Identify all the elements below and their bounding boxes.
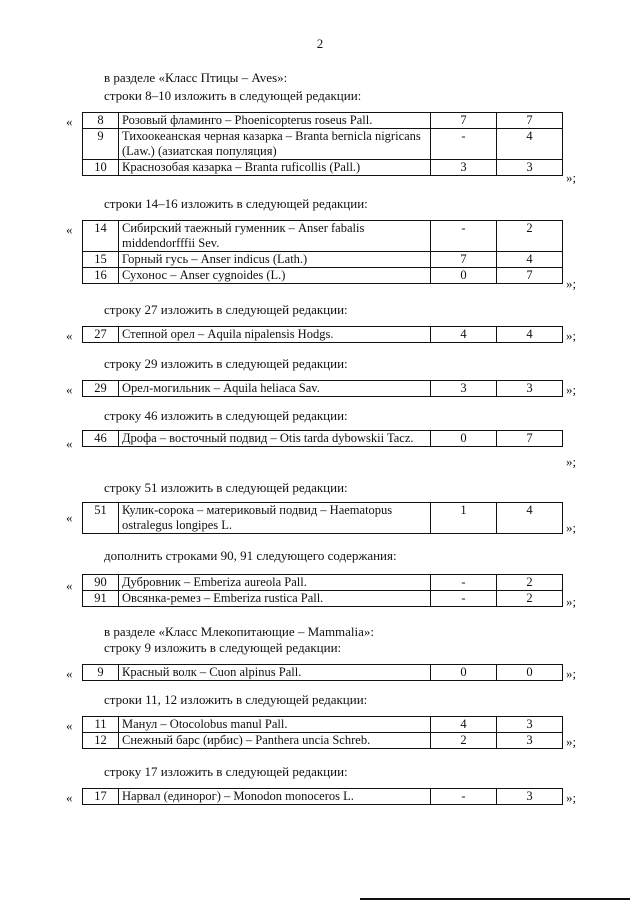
value-a: 7 — [431, 252, 497, 268]
instruction: строку 51 изложить в следующей редакции: — [104, 480, 348, 495]
open-quote: « — [66, 436, 73, 451]
value-b: 4 — [497, 252, 563, 268]
value-a: 4 — [431, 327, 497, 343]
section-title-mammals: в разделе «Класс Млекопитающие – Mammalia»: — [104, 624, 375, 639]
row-number: 8 — [83, 113, 119, 129]
instruction: строки 8–10 изложить в следующей редакции: — [104, 88, 362, 103]
row-number: 51 — [83, 503, 119, 534]
row-number: 9 — [83, 665, 119, 681]
species-name: Розовый фламинго – Phoenicopterus roseus Pall. — [119, 113, 431, 129]
species-name: Дубровник – Emberiza aureola Pall. — [119, 575, 431, 591]
row-number: 91 — [83, 591, 119, 607]
value-b: 4 — [497, 503, 563, 534]
table-row — [83, 503, 563, 534]
row-number: 9 — [83, 129, 119, 160]
value-b: 2 — [497, 591, 563, 607]
value-a: 4 — [431, 717, 497, 733]
row-number: 10 — [83, 160, 119, 176]
value-b: 3 — [497, 733, 563, 749]
species-name: Сухонос – Anser cygnoides (L.) — [119, 268, 431, 284]
species-name: Горный гусь – Anser indicus (Lath.) — [119, 252, 431, 268]
amendment-table — [82, 574, 563, 607]
table-row — [83, 268, 563, 284]
table-row — [83, 381, 563, 397]
value-b: 3 — [497, 789, 563, 805]
open-quote: « — [66, 328, 73, 343]
close-quote: »; — [566, 276, 577, 291]
close-quote: »; — [566, 594, 577, 609]
value-b: 7 — [497, 113, 563, 129]
value-a: - — [431, 591, 497, 607]
table-row — [83, 160, 563, 176]
value-a: 3 — [431, 160, 497, 176]
table-row — [83, 717, 563, 733]
value-a: 0 — [431, 268, 497, 284]
value-b: 7 — [497, 431, 563, 447]
value-a: - — [431, 575, 497, 591]
species-name: Манул – Otocolobus manul Pall. — [119, 717, 431, 733]
footer-rule — [360, 898, 630, 900]
instruction: дополнить строками 90, 91 следующего содержания: — [104, 548, 397, 563]
value-b: 2 — [497, 221, 563, 252]
table-row — [83, 252, 563, 268]
value-b: 2 — [497, 575, 563, 591]
amendment-table — [82, 430, 563, 447]
close-quote: »; — [566, 382, 577, 397]
amendment-table — [82, 664, 563, 681]
amendment-table — [82, 716, 563, 749]
value-b: 3 — [497, 381, 563, 397]
close-quote: »; — [566, 734, 577, 749]
open-quote: « — [66, 666, 73, 681]
value-b: 4 — [497, 327, 563, 343]
open-quote: « — [66, 578, 73, 593]
value-a: 7 — [431, 113, 497, 129]
species-name: Кулик-сорока – материковый подвид – Haematopus ostralegus longipes L. — [119, 503, 431, 534]
value-b: 7 — [497, 268, 563, 284]
value-b: 4 — [497, 129, 563, 160]
close-quote: »; — [566, 328, 577, 343]
species-name: Нарвал (единорог) – Monodon monoceros L. — [119, 789, 431, 805]
amendment-table — [82, 788, 563, 805]
table-row — [83, 431, 563, 447]
instruction: строку 9 изложить в следующей редакции: — [104, 640, 342, 655]
instruction: строки 11, 12 изложить в следующей редакции: — [104, 692, 368, 707]
amendment-table — [82, 326, 563, 343]
species-name: Овсянка-ремез – Emberiza rustica Pall. — [119, 591, 431, 607]
table-row — [83, 789, 563, 805]
row-number: 90 — [83, 575, 119, 591]
close-quote: »; — [566, 790, 577, 805]
value-b: 3 — [497, 717, 563, 733]
table-row — [83, 591, 563, 607]
instruction: строку 17 изложить в следующей редакции: — [104, 764, 348, 779]
close-quote: »; — [566, 170, 577, 185]
species-name: Красный волк – Cuon alpinus Pall. — [119, 665, 431, 681]
species-name: Тихоокеанская черная казарка – Branta bernicla nigricans (Law.) (азиатская популяция) — [119, 129, 431, 160]
value-b: 3 — [497, 160, 563, 176]
instruction: строки 14–16 изложить в следующей редакции: — [104, 196, 368, 211]
value-a: 2 — [431, 733, 497, 749]
instruction: строку 27 изложить в следующей редакции: — [104, 302, 348, 317]
table-row — [83, 575, 563, 591]
section-title-birds: в разделе «Класс Птицы – Aves»: — [104, 70, 288, 85]
row-number: 11 — [83, 717, 119, 733]
value-a: 0 — [431, 665, 497, 681]
close-quote: »; — [566, 520, 577, 535]
amendment-table — [82, 220, 563, 284]
open-quote: « — [66, 510, 73, 525]
table-row — [83, 665, 563, 681]
table-row — [83, 129, 563, 160]
species-name: Сибирский таежный гуменник – Anser fabalis middendorfffii Sev. — [119, 221, 431, 252]
value-a: 3 — [431, 381, 497, 397]
amendment-table — [82, 380, 563, 397]
row-number: 46 — [83, 431, 119, 447]
value-a: 0 — [431, 431, 497, 447]
species-name: Степной орел – Aquila nipalensis Hodgs. — [119, 327, 431, 343]
row-number: 27 — [83, 327, 119, 343]
row-number: 29 — [83, 381, 119, 397]
open-quote: « — [66, 114, 73, 129]
table-row — [83, 327, 563, 343]
value-a: - — [431, 221, 497, 252]
open-quote: « — [66, 382, 73, 397]
open-quote: « — [66, 718, 73, 733]
open-quote: « — [66, 222, 73, 237]
close-quote: »; — [566, 454, 577, 469]
page-number: 2 — [316, 36, 324, 51]
instruction: строку 46 изложить в следующей редакции: — [104, 408, 348, 423]
table-row — [83, 113, 563, 129]
table-row — [83, 221, 563, 252]
species-name: Снежный барс (ирбис) – Panthera uncia Schreb. — [119, 733, 431, 749]
value-b: 0 — [497, 665, 563, 681]
table-row — [83, 733, 563, 749]
value-a: - — [431, 129, 497, 160]
value-a: - — [431, 789, 497, 805]
row-number: 15 — [83, 252, 119, 268]
close-quote: »; — [566, 666, 577, 681]
row-number: 14 — [83, 221, 119, 252]
row-number: 12 — [83, 733, 119, 749]
amendment-table — [82, 112, 563, 176]
species-name: Дрофа – восточный подвид – Otis tarda dybowskii Tacz. — [119, 431, 431, 447]
species-name: Краснозобая казарка – Branta ruficollis (Pall.) — [119, 160, 431, 176]
species-name: Орел-могильник – Aquila heliaca Sav. — [119, 381, 431, 397]
row-number: 16 — [83, 268, 119, 284]
open-quote: « — [66, 790, 73, 805]
value-a: 1 — [431, 503, 497, 534]
row-number: 17 — [83, 789, 119, 805]
amendment-table — [82, 502, 563, 534]
instruction: строку 29 изложить в следующей редакции: — [104, 356, 348, 371]
